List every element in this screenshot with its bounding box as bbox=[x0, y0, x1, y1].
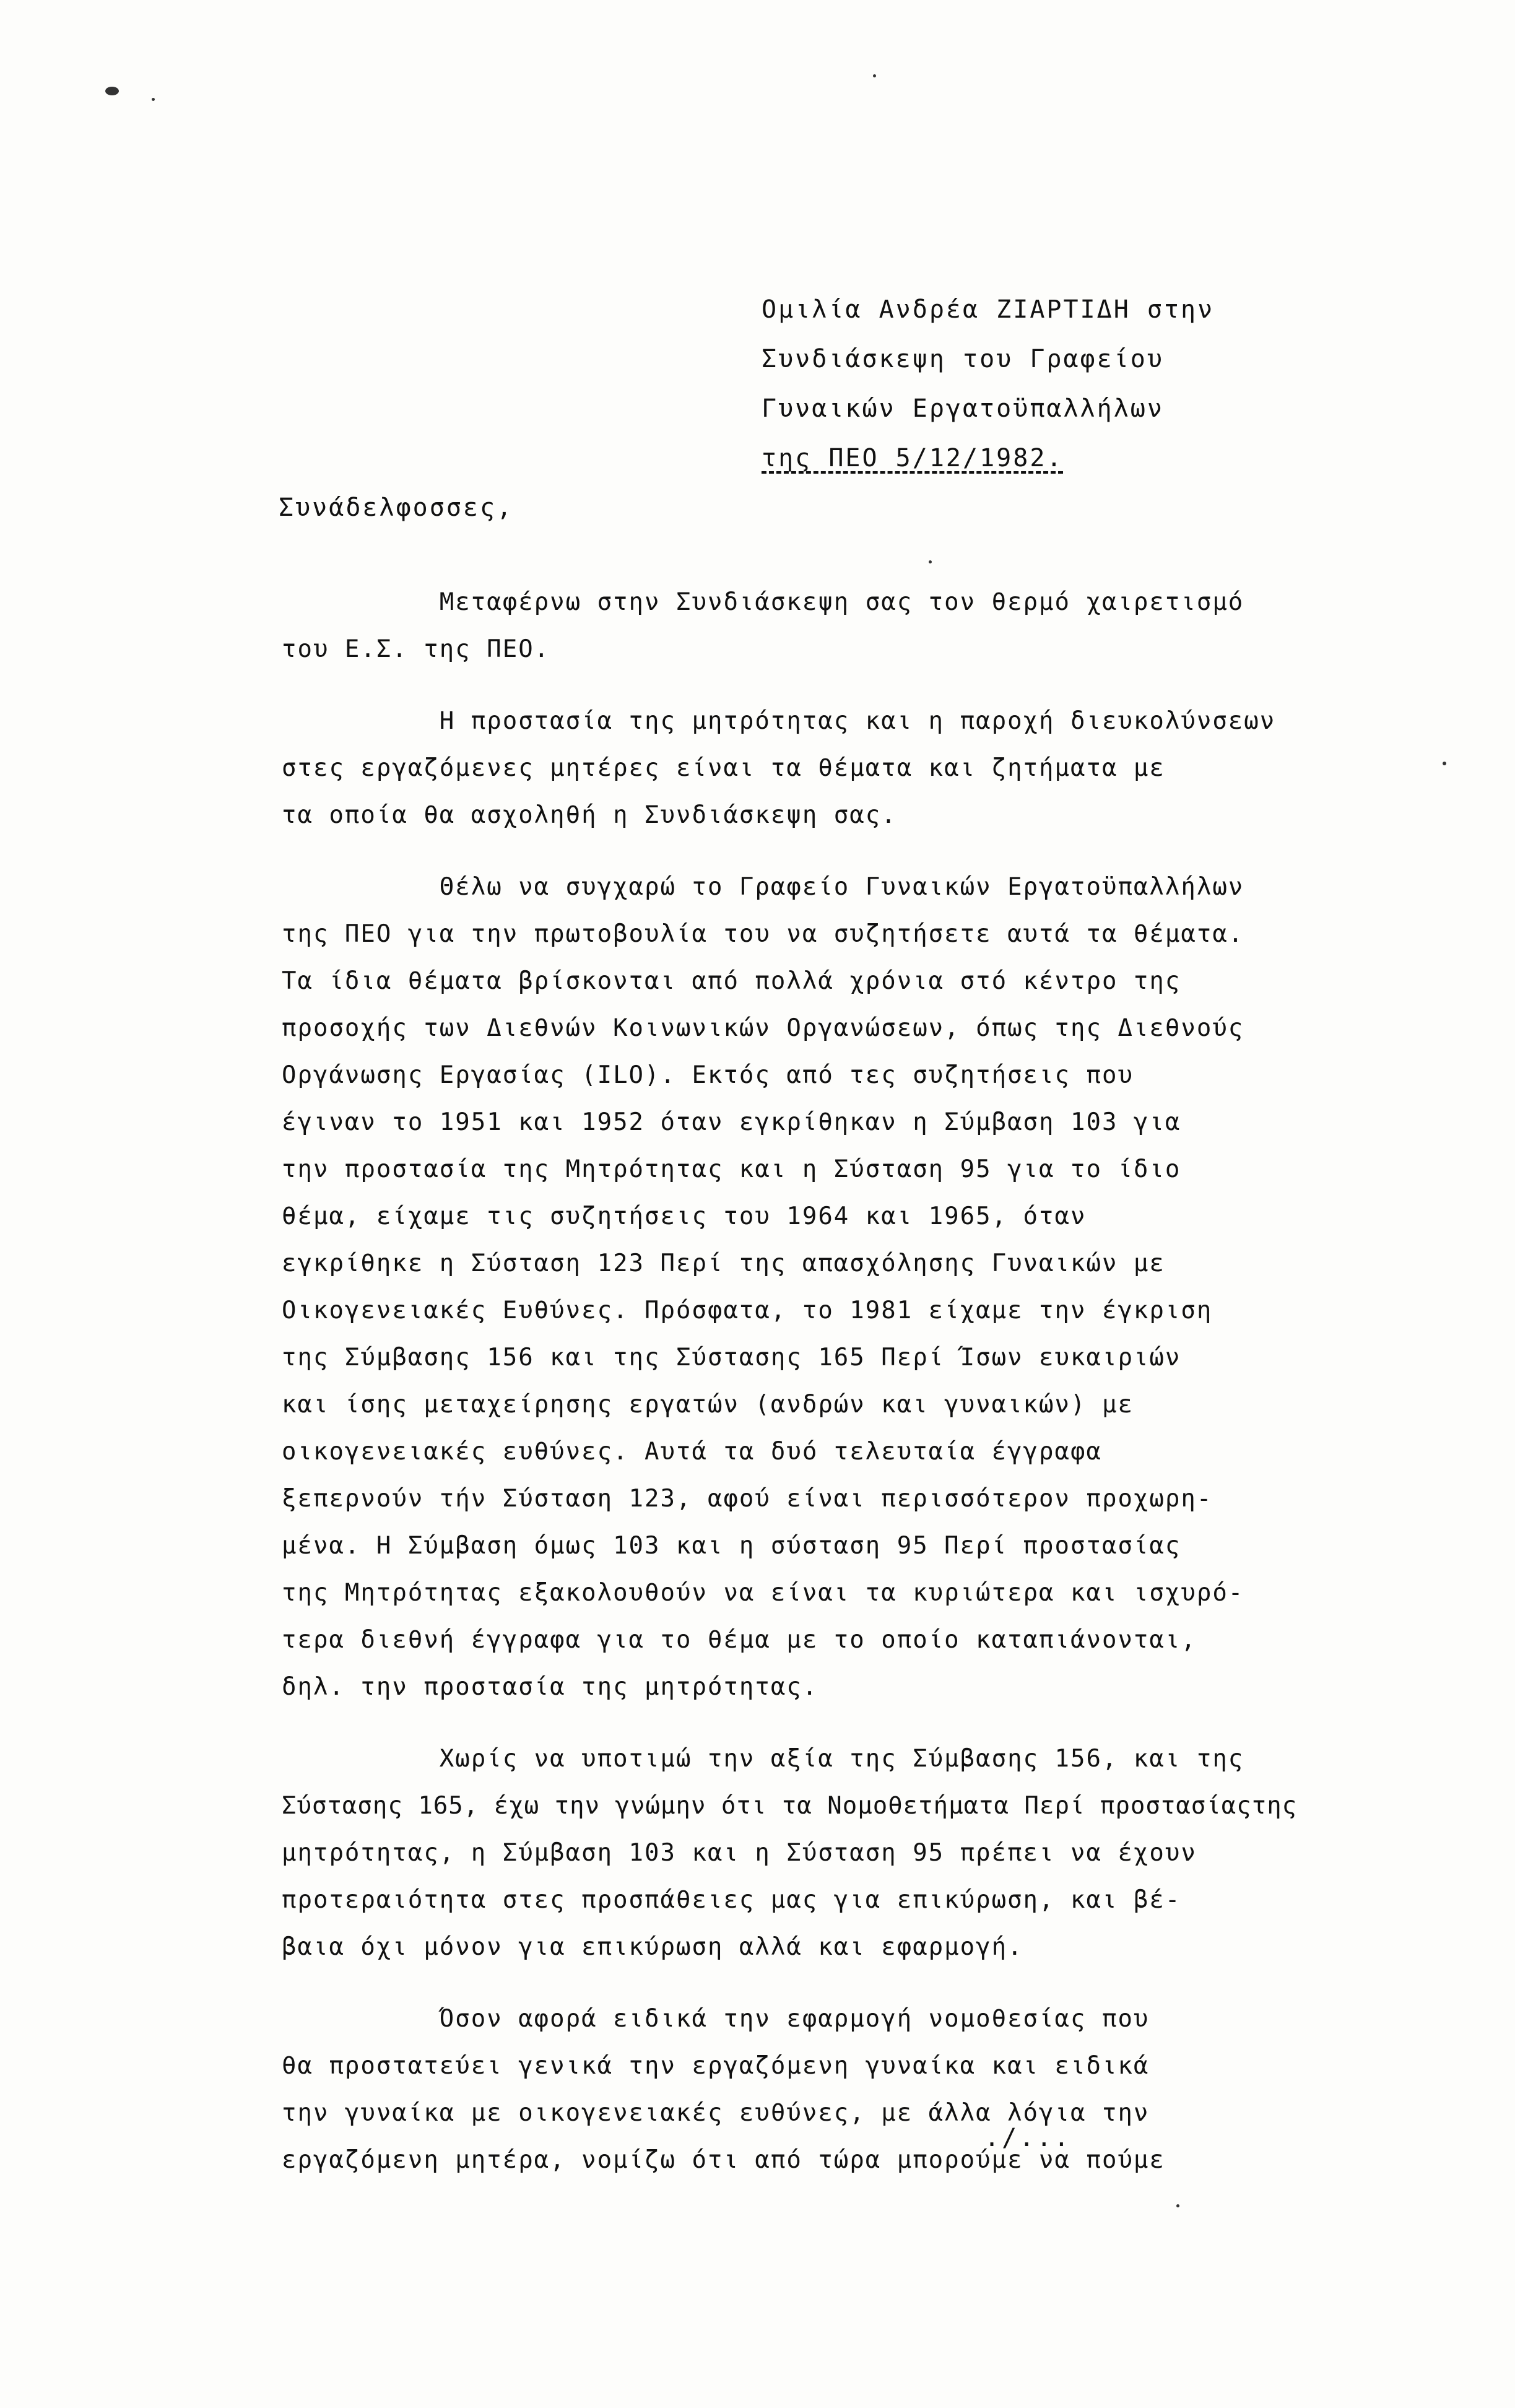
text-line: μητρότητας, η Σύμβαση 103 και η Σύσταση 95 πρέπει να έχουν bbox=[282, 1839, 1197, 1867]
text-line: Σύστασης 165, έχω την γνώμην ότι τα Νομοθετήματα Περί προστασίαςτης bbox=[282, 1792, 1298, 1820]
text-line: της ΠΕΟ για την πρωτοβουλία του να συζητήσετε αυτά τα θέματα. bbox=[282, 920, 1244, 948]
continuation-mark: ./... bbox=[984, 2124, 1072, 2152]
text-line: και ίσης μεταχείρησης εργατών (ανδρών και γυναικών) με bbox=[282, 1391, 1134, 1419]
speech-heading bbox=[762, 285, 1319, 483]
text-line: Οικογενειακές Ευθύνες. Πρόσφατα, το 1981 είχαμε την έγκριση bbox=[282, 1297, 1213, 1324]
text-line: μένα. Η Σύμβαση όμως 103 και η σύσταση 95 Περί προστασίας bbox=[282, 1532, 1181, 1560]
text-line: την γυναίκα με οικογενειακές ευθύνες, με άλλα λόγια την bbox=[282, 2099, 1150, 2127]
text-line: στες εργαζόμενες μητέρες είναι τα θέματα και ζητήματα με bbox=[282, 754, 1165, 782]
scan-speck bbox=[929, 560, 932, 563]
salutation: Συνάδελφοσσες, bbox=[279, 493, 514, 522]
paragraph-5 bbox=[282, 1996, 1433, 2184]
paragraph-1 bbox=[282, 579, 1433, 673]
heading-line-2: Συνδιάσκεψη του Γραφείου bbox=[762, 345, 1164, 373]
text-line: Θέλω να συγχαρώ το Γραφείο Γυναικών Εργατοϋπαλλήλων bbox=[282, 873, 1244, 901]
text-line: Όσον αφορά ειδικά την εφαρμογή νομοθεσίας που bbox=[282, 2005, 1150, 2033]
paragraph-4 bbox=[282, 1736, 1433, 1971]
text-line: θέμα, είχαμε τις συζητήσεις του 1964 και 1965, όταν bbox=[282, 1202, 1087, 1230]
heading-line-4: της ΠΕΟ 5/12/1982. bbox=[762, 444, 1064, 472]
text-line: έγιναν το 1951 και 1952 όταν εγκρίθηκαν η Σύμβαση 103 για bbox=[282, 1108, 1181, 1136]
scan-speck bbox=[873, 74, 876, 77]
paragraph-3 bbox=[282, 864, 1433, 1711]
text-line: την προστασία της Μητρότητας και η Σύσταση 95 για το ίδιο bbox=[282, 1155, 1181, 1183]
text-line: τερα διεθνή έγγραφα για το θέμα με το οποίο καταπιάνονται, bbox=[282, 1626, 1197, 1654]
text-line: της Μητρότητας εξακολουθούν να είναι τα κυριώτερα και ισχυρό- bbox=[282, 1579, 1244, 1607]
text-line: προσοχής των Διεθνών Κοινωνικών Οργανώσεων, όπως της Διεθνούς bbox=[282, 1014, 1244, 1042]
text-line: προτεραιότητα στες προσπάθειες μας για επικύρωση, και βέ- bbox=[282, 1886, 1181, 1914]
text-line: Η προστασία της μητρότητας και η παροχή διευκολύνσεων bbox=[282, 707, 1276, 735]
scan-speck bbox=[152, 98, 155, 101]
text-line: της Σύμβασης 156 και της Σύστασης 165 Περί Ίσων ευκαιριών bbox=[282, 1344, 1181, 1371]
scan-speck bbox=[105, 87, 119, 95]
body-text bbox=[282, 579, 1433, 2209]
text-line: ξεπερνούν τήν Σύσταση 123, αφού είναι περισσότερον προχωρη- bbox=[282, 1485, 1213, 1513]
scan-speck bbox=[1443, 762, 1446, 765]
text-line: οικογενειακές ευθύνες. Αυτά τα δυό τελευταία έγγραφα bbox=[282, 1438, 1102, 1466]
paragraph-2 bbox=[282, 698, 1433, 839]
text-line: τα οποία θα ασχοληθή η Συνδιάσκεψη σας. bbox=[282, 801, 897, 829]
text-line: Οργάνωσης Εργασίας (ILO). Εκτός από τες συζητήσεις που bbox=[282, 1061, 1134, 1089]
text-line: εγκρίθηκε η Σύσταση 123 Περί της απασχόλησης Γυναικών με bbox=[282, 1250, 1165, 1277]
text-line: εργαζόμενη μητέρα, νομίζω ότι από τώρα μπορούμε να πούμε bbox=[282, 2146, 1165, 2174]
text-line: δηλ. την προστασία της μητρότητας. bbox=[282, 1673, 818, 1701]
heading-line-1: Ομιλία Ανδρέα ΖΙΑΡΤΙΔΗ στην bbox=[762, 295, 1215, 324]
heading-line-3: Γυναικών Εργατοϋπαλλήλων bbox=[762, 394, 1164, 423]
text-line: Τα ίδια θέματα βρίσκονται από πολλά χρόνια στό κέντρο της bbox=[282, 967, 1181, 995]
text-line: Μεταφέρνω στην Συνδιάσκεψη σας τον θερμό χαιρετισμό bbox=[282, 588, 1244, 616]
text-line: θα προστατεύει γενικά την εργαζόμενη γυναίκα και ειδικά bbox=[282, 2052, 1150, 2080]
text-line: βαια όχι μόνον για επικύρωση αλλά και εφαρμογή. bbox=[282, 1933, 1023, 1961]
text-line: Χωρίς να υποτιμώ την αξία της Σύμβασης 156, και της bbox=[282, 1745, 1244, 1773]
text-line: του Ε.Σ. της ΠΕΟ. bbox=[282, 635, 550, 663]
